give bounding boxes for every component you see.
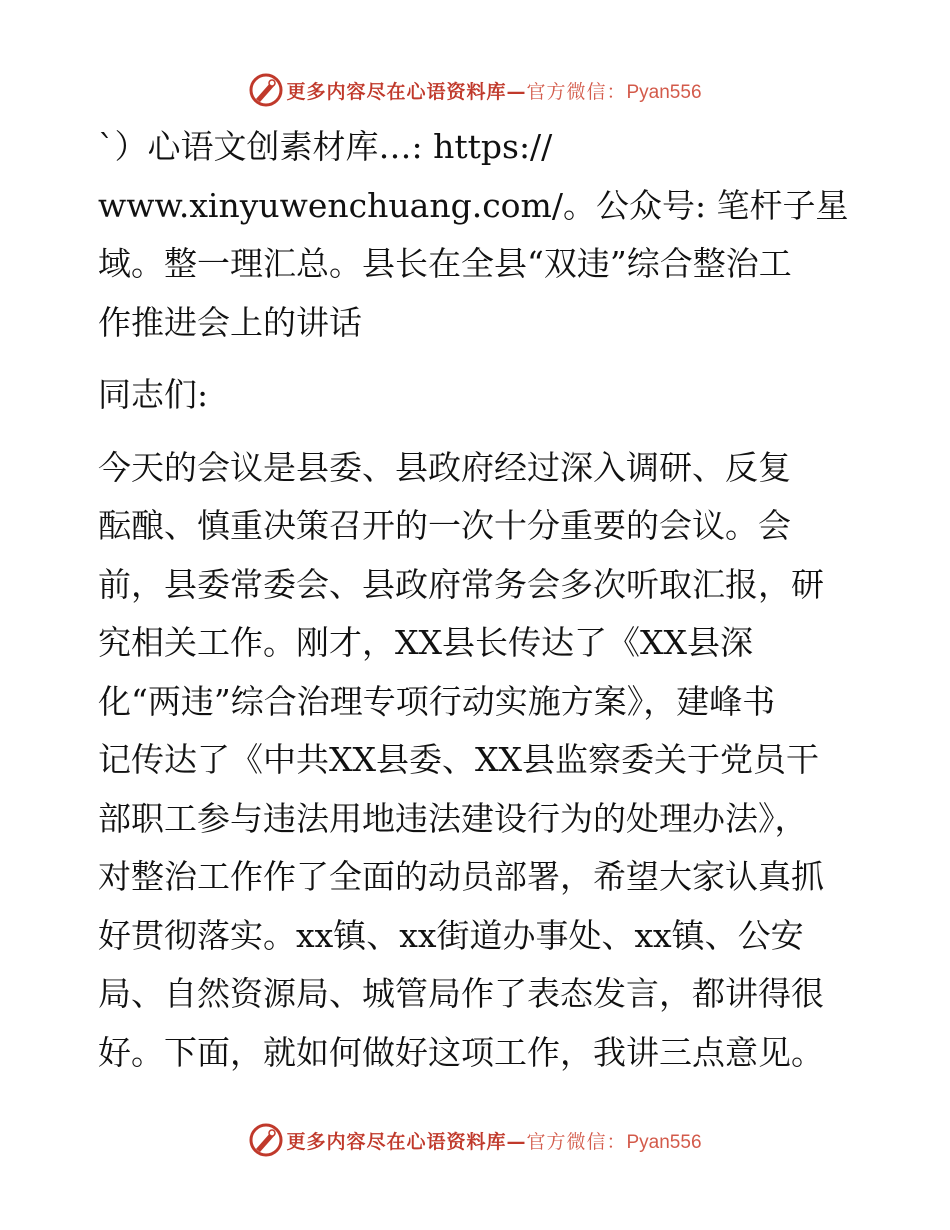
body-line: 前，县委常委会、县政府常务会多次听取汇报，研	[98, 564, 824, 604]
body-line: 今天的会议是县委、县政府经过深入调研、反复	[98, 447, 791, 487]
red-circle-pen-logo-icon	[248, 72, 284, 108]
footer-watermark	[0, 1120, 950, 1160]
intro-line: www.xinyuwenchuang.com/。公众号: 笔杆子星	[98, 185, 849, 225]
body-line: 记传达了《中共XX县委、XX县监察委关于党员干	[98, 740, 819, 779]
intro-line: 作推进会上的讲话	[98, 302, 362, 342]
header-watermark	[0, 70, 950, 110]
intro-line: `）心语文创素材库…: https://	[98, 127, 553, 166]
watermark-wechat-label: 官方微信：	[526, 80, 627, 103]
body-line: 化“两违”综合治理专项行动实施方案》，建峰书	[98, 681, 776, 721]
body-line: 局、自然资源局、城管局作了表态发言，都讲得很	[98, 974, 824, 1013]
watermark-dash: —	[506, 1130, 527, 1153]
intro-line: 域。整一理汇总。县长在全县“双违”综合整治工	[98, 244, 792, 283]
body-line: 对整治工作作了全面的动员部署，希望大家认真抓	[98, 857, 824, 896]
body-line: 部职工参与违法用地违法建设行为的处理办法》，	[98, 798, 808, 838]
document-body	[98, 118, 850, 1082]
watermark-site-text: 更多内容尽在心语资料库	[286, 1130, 507, 1153]
body-line: 好贯彻落实。xx镇、xx街道办事处、xx镇、公安	[98, 915, 804, 955]
body-line: 酝酿、慎重决策召开的一次十分重要的会议。会	[98, 506, 791, 545]
watermark-wechat-id: Pyan556	[626, 81, 702, 103]
red-circle-pen-logo-icon	[248, 1122, 284, 1158]
body-line: 究相关工作。刚才，XX县长传达了《XX县深	[98, 623, 753, 662]
watermark-site-text: 更多内容尽在心语资料库	[286, 80, 507, 103]
body-line: 好。下面，就如何做好这项工作，我讲三点意见。	[98, 1032, 824, 1072]
watermark-dash: —	[506, 80, 527, 103]
watermark-wechat-id: Pyan556	[626, 1131, 702, 1153]
salutation: 同志们:	[98, 375, 209, 414]
watermark-wechat-label: 官方微信：	[526, 1130, 627, 1153]
watermark-text	[286, 1127, 701, 1154]
watermark-text	[286, 77, 701, 104]
